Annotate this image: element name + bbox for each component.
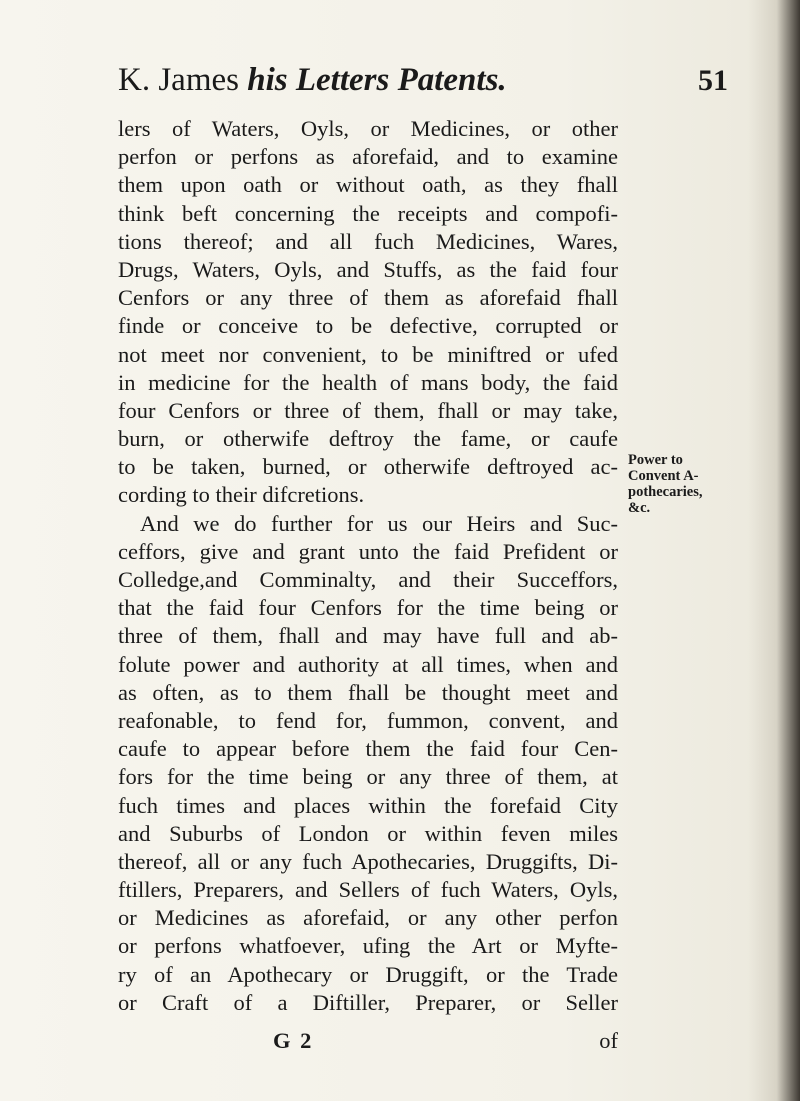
running-head-title-roman: K. James [118, 62, 248, 98]
text-line: burn, or otherwife deftroy the fame, or caufe [118, 426, 618, 452]
text-line: four Cenfors or three of them, fhall or may take, [118, 397, 618, 423]
margin-note-line: Power to [628, 452, 683, 468]
catchword: of [599, 1028, 618, 1053]
text-line: three of them, fhall and may have full and ab- [118, 623, 618, 649]
text-line: lers of Waters, Oyls, or Medicines, or other [118, 116, 618, 141]
body-text [118, 115, 618, 1017]
text-line: to be taken, burned, or otherwife deftroyed ac- [118, 454, 618, 480]
text-line: reafonable, to fend for, fummon, convent, and [118, 707, 618, 733]
signature-mark: G 2 [273, 1028, 314, 1053]
text-line: ftillers, Preparers, and Sellers of fuch Waters, Oyls, [118, 877, 618, 903]
text-line: not meet nor convenient, to be miniftred or ufed [118, 341, 618, 367]
text-line: think beft concerning the receipts and compofi- [118, 200, 618, 226]
text-line: that the faid four Cenfors for the time being or [118, 595, 618, 621]
text-line: finde or conceive to be defective, corrupted or [118, 313, 618, 339]
page-number: 51 [698, 64, 728, 97]
text-line: cording to their difcretions. [118, 482, 365, 508]
text-line: as often, as to them fhall be thought meet and [118, 679, 618, 705]
page-gutter-shadow [748, 0, 800, 1101]
text-line: them upon oath or without oath, as they fhall [118, 172, 618, 198]
text-line: or perfons whatfoever, ufing the Art or Myfte- [118, 933, 618, 959]
text-line: Drugs, Waters, Oyls, and Stuffs, as the faid four [118, 256, 618, 282]
running-head [118, 62, 728, 104]
text-line: in medicine for the health of mans body, the faid [118, 369, 618, 395]
text-line: and Suburbs of London or within feven miles [118, 820, 618, 846]
text-line: folute power and authority at all times, when and [118, 651, 618, 677]
text-line: Colledge,and Comminalty, and their Succeffors, [118, 567, 618, 592]
text-line: perfon or perfons as aforefaid, and to examine [118, 144, 618, 170]
margin-note-line: pothecaries, [628, 484, 703, 500]
text-line: caufe to appear before them the faid four Cen- [118, 736, 618, 762]
running-head-title [118, 62, 507, 99]
page-footer [118, 1028, 618, 1056]
text-line: ry of an Apothecary or Druggift, or the Trade [118, 961, 618, 987]
text-line: or Craft of a Diftiller, Preparer, or Seller [118, 989, 618, 1015]
text-line: thereof, all or any fuch Apothecaries, Druggifts, Di- [118, 848, 618, 874]
text-line: tions thereof; and all fuch Medicines, Wares, [118, 228, 618, 254]
text-line: And we do further for us our Heirs and Suc- [140, 510, 618, 536]
text-line: Cenfors or any three of them as aforefaid fhall [118, 285, 618, 311]
margin-note-line: Convent A- [628, 468, 699, 484]
running-head-title-italic: his Letters Patents. [247, 62, 507, 98]
margin-note-line: &c. [628, 500, 651, 516]
text-line: fuch times and places within the forefaid City [118, 792, 618, 818]
text-line: or Medicines as aforefaid, or any other perfon [118, 905, 618, 931]
margin-note [628, 452, 728, 516]
text-line: fors for the time being or any three of them, at [118, 764, 618, 790]
text-line: ceffors, give and grant unto the faid Prefident or [118, 538, 618, 564]
